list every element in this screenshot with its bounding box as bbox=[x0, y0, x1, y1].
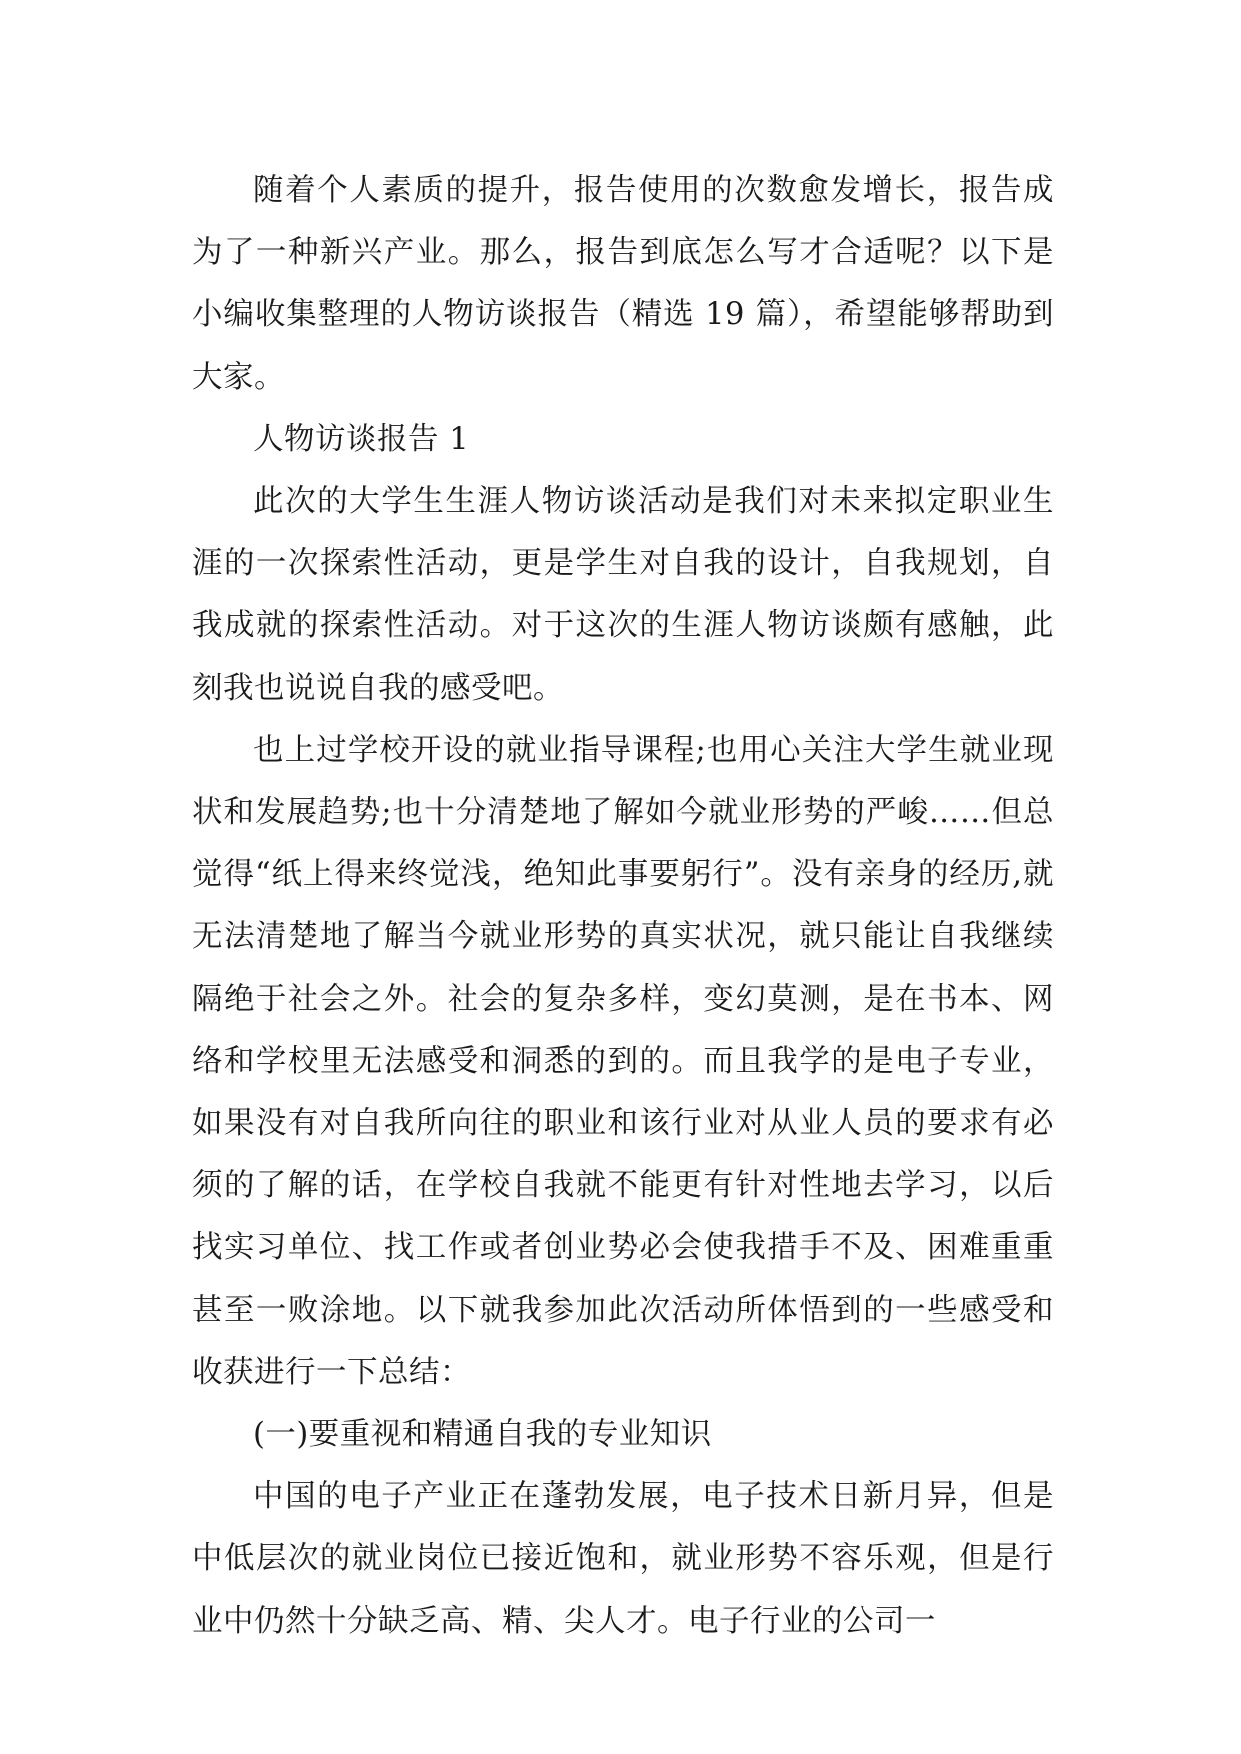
body-paragraph: 也上过学校开设的就业指导课程;也用心关注大学生就业现状和发展趋势;也十分清楚地了解如今就业形势的严峻……但总觉得“纸上得来终觉浅，绝知此事要躬行”。没有亲身的经历,就无法清楚地了解当今就业形势的真实状况，就只能让自我继续隔绝于社会之外。社会的复杂多样，变幻莫测，是在书本、网络和学校里无法感受和洞悉的到的。而且我学的是电子专业，如果没有对自我所向往的职业和该行业对从业人员的要求有必须的了解的话，在学校自我就不能更有针对性地去学习，以后找实习单位、找工作或者创业势必会使我措手不及、困难重重甚至一败涂地。以下就我参加此次活动所体悟到的一些感受和收获进行一下总结： bbox=[192, 732, 1054, 1390]
body-paragraph: 中国的电子产业正在蓬勃发展，电子技术日新月异，但是中低层次的就业岗位已接近饱和，就业形势不容乐观，但是行业中仍然十分缺乏高、精、尖人才。电子行业的公司一 bbox=[192, 1479, 1054, 1639]
subsection-heading: (一)要重视和精通自我的专业知识 bbox=[253, 1417, 712, 1453]
document-body bbox=[192, 160, 1054, 1653]
section-heading: 人物访谈报告 1 bbox=[253, 421, 470, 457]
intro-paragraph: 随着个人素质的提升，报告使用的次数愈发增长，报告成为了一种新兴产业。那么，报告到底怎么写才合适呢？以下是小编收集整理的人物访谈报告（精选 19 篇），希望能够帮助到大家。 bbox=[192, 173, 1054, 395]
body-paragraph: 此次的大学生生涯人物访谈活动是我们对未来拟定职业生涯的一次探索性活动，更是学生对自我的设计，自我规划，自我成就的探索性活动。对于这次的生涯人物访谈颇有感触，此刻我也说说自我的感受吧。 bbox=[192, 484, 1054, 706]
